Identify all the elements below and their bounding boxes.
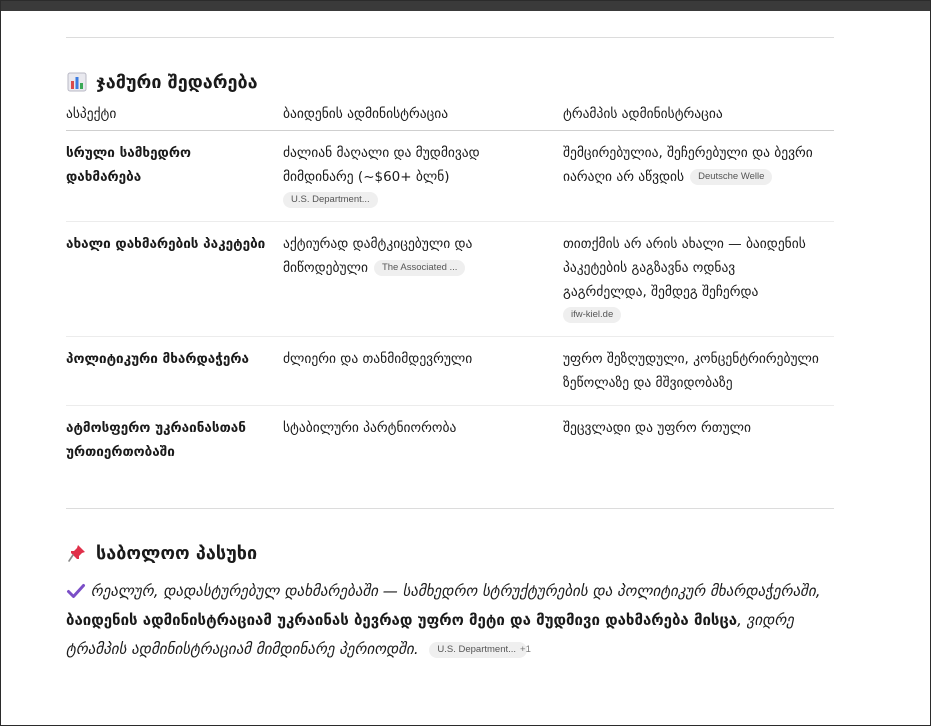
- source-chip[interactable]: ifw-kiel.de: [563, 307, 621, 323]
- table-row: [66, 337, 834, 406]
- comparison-title: ჯამური შედარება: [96, 71, 258, 93]
- table-row: [66, 131, 834, 222]
- row-trump: [563, 131, 834, 222]
- row-aspect: ახალი დახმარების პაკეტები: [66, 222, 283, 337]
- table-row: [66, 222, 834, 337]
- divider-top: [66, 37, 834, 38]
- divider-middle: [66, 508, 834, 509]
- header-trump: ტრამპის ადმინისტრაცია: [563, 106, 834, 131]
- comparison-table: [66, 106, 834, 474]
- source-chip[interactable]: The Associated ...: [374, 260, 466, 276]
- table-header-row: [66, 106, 834, 131]
- row-biden: [283, 222, 563, 337]
- header-biden: ბაიდენის ადმინისტრაცია: [283, 106, 563, 131]
- pushpin-icon: [66, 542, 88, 564]
- row-biden-text: ძალიან მაღალი და მუდმივად მიმდინარე (~$60+ ბლნ): [283, 145, 480, 185]
- header-aspect: ასპექტი: [66, 106, 283, 131]
- source-chip[interactable]: Deutsche Welle: [690, 169, 772, 185]
- row-biden-text: აქტიურად დამტკიცებული და მიწოდებული: [283, 236, 473, 276]
- row-trump: შეცვლადი და უფრო რთული: [563, 420, 752, 436]
- row-biden: ძლიერი და თანმიმდევრული: [283, 337, 563, 406]
- final-bold: ბაიდენის ადმინისტრაციამ უკრაინას ბევრად უფრო მეტი და მუდმივი დახმარება მისცა: [66, 611, 738, 629]
- source-chip[interactable]: U.S. Department...: [283, 192, 378, 208]
- row-biden: [283, 131, 563, 222]
- final-section-title: [66, 539, 834, 567]
- source-chip-label: U.S. Department...: [437, 643, 517, 655]
- final-intro: რეალურ, დადასტურებულ დახმარებაში — სამხედრო სტრუქტურების და პოლიტიკურ მხარდაჭერაში,: [90, 582, 821, 600]
- final-title: საბოლოო პასუხი: [96, 542, 258, 564]
- bar-chart-icon: [66, 71, 88, 93]
- check-mark-icon: [66, 582, 86, 600]
- row-aspect: სრული სამხედრო დახმარება: [66, 131, 283, 222]
- window-top-bar: [0, 0, 931, 11]
- row-aspect: ატმოსფერო უკრაინასთან ურთიერთობაში: [66, 420, 246, 460]
- source-more-count: +1: [520, 643, 531, 655]
- row-biden: სტაბილური პარტნიორობა: [283, 420, 457, 436]
- final-tail: , ვიდრე ტრამპის ადმინისტრაციამ მიმდინარე პერიოდში.: [66, 611, 794, 658]
- comparison-section-title: [66, 68, 834, 96]
- row-trump: [563, 222, 834, 337]
- final-answer-text: [66, 577, 834, 664]
- row-trump-text: შემცირებულია, შეჩერებული და ბევრი იარაღი არ აწვდის: [563, 145, 813, 185]
- chat-answer-content: [66, 37, 834, 664]
- source-chip[interactable]: [429, 642, 531, 658]
- row-trump: უფრო შეზღუდული, კონცენტრირებული ზეწოლაზე და მშვიდობაზე: [563, 337, 834, 406]
- row-aspect: პოლიტიკური მხარდაჭერა: [66, 337, 283, 406]
- table-row: [66, 406, 834, 475]
- row-trump-text: თითქმის არ არის ახალი — ბაიდენის პაკეტების გაგზავნა ოდნავ გაგრძელდა, შემდეგ შეჩერდა: [563, 236, 806, 300]
